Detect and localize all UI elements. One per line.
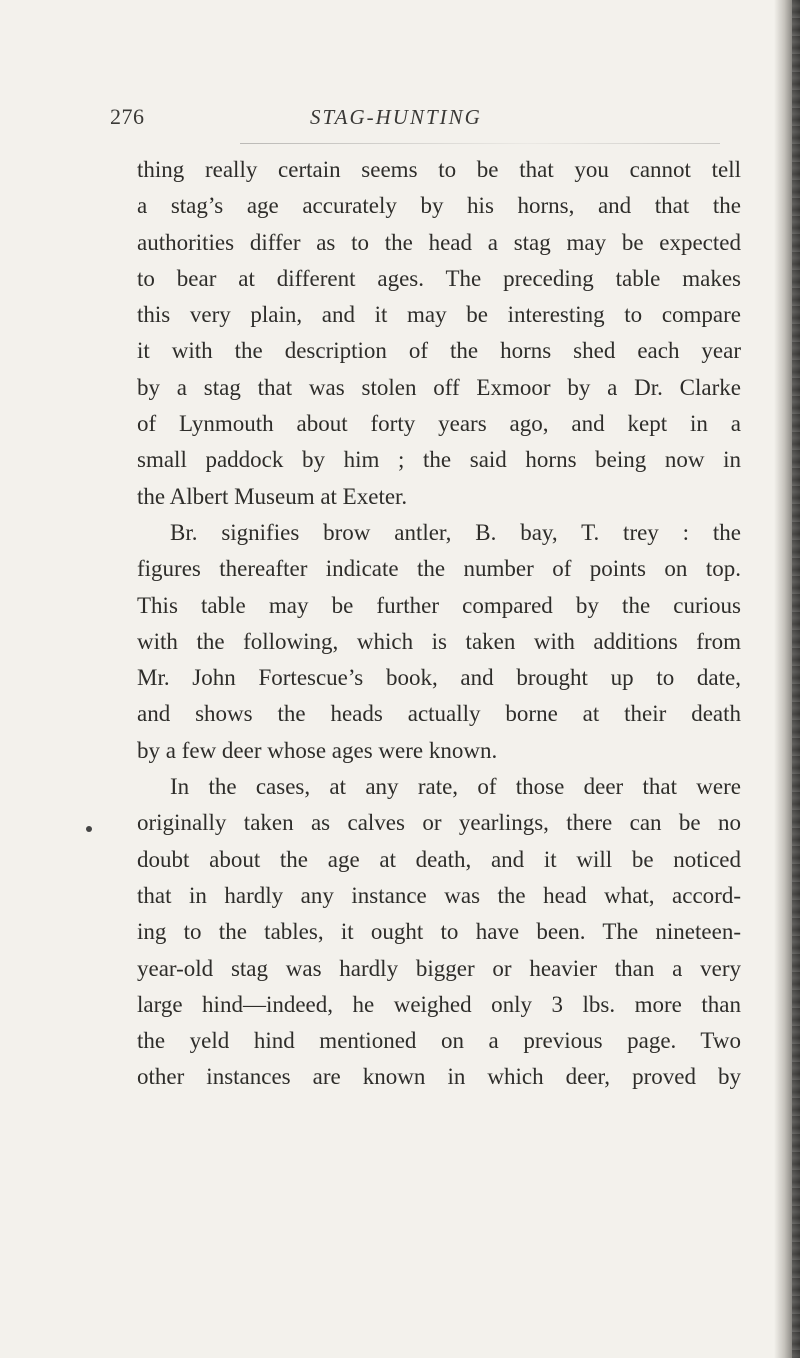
text-line: Br. signifies brow antler, B. bay, T. trey : the <box>170 519 741 545</box>
text-line: thing really certain seems to be that you cannot tell <box>137 157 741 182</box>
text-line: it with the description of the horns shed each year <box>137 338 741 364</box>
text-line: by a stag that was stolen off Exmoor by a Dr. Clarke <box>137 374 741 400</box>
text-line: other instances are known in which deer, proved by <box>137 1064 741 1090</box>
text-line: that in hardly any instance was the head what, accord- <box>137 882 741 908</box>
text-line: by a few deer whose ages were known. <box>137 737 498 763</box>
text-line: the yeld hind mentioned on a previous page. Two <box>137 1028 741 1054</box>
text-line: to bear at different ages. The preceding table makes <box>137 265 741 291</box>
running-title: STAG-HUNTING <box>310 105 482 129</box>
running-head <box>110 104 730 134</box>
text-line: large hind—indeed, he weighed only 3 lbs. more than <box>137 991 741 1017</box>
text-line: with the following, which is taken with additions from <box>137 628 741 654</box>
text-line: Mr. John Fortescue’s book, and brought up to date, <box>137 665 741 691</box>
text-line: figures thereafter indicate the number of points on top. <box>137 556 741 582</box>
page-edge-shadow <box>774 0 800 1358</box>
margin-dot <box>86 826 92 832</box>
text-line: In the cases, at any rate, of those deer that were <box>170 774 741 800</box>
header-rule <box>240 143 720 144</box>
text-line: doubt about the age at death, and it will be noticed <box>137 846 741 872</box>
text-line: small paddock by him ; the said horns being now in <box>137 447 741 473</box>
text-line: the Albert Museum at Exeter. <box>137 483 408 509</box>
text-line: originally taken as calves or yearlings, there can be no <box>137 810 741 836</box>
page-number: 276 <box>110 104 145 129</box>
text-line: year-old stag was hardly bigger or heavier than a very <box>137 955 741 981</box>
text-line: and shows the heads actually borne at their death <box>137 701 741 727</box>
text-line: this very plain, and it may be interesting to compare <box>137 302 741 328</box>
text-line: ing to the tables, it ought to have been. The nineteen- <box>137 919 741 945</box>
text-line: This table may be further compared by the curious <box>137 592 741 618</box>
text-line: a stag’s age accurately by his horns, and that the <box>137 193 741 219</box>
text-line: of Lynmouth about forty years ago, and kept in a <box>137 411 741 437</box>
body-text <box>137 152 741 1096</box>
text-line: authorities differ as to the head a stag may be expected <box>137 229 741 255</box>
